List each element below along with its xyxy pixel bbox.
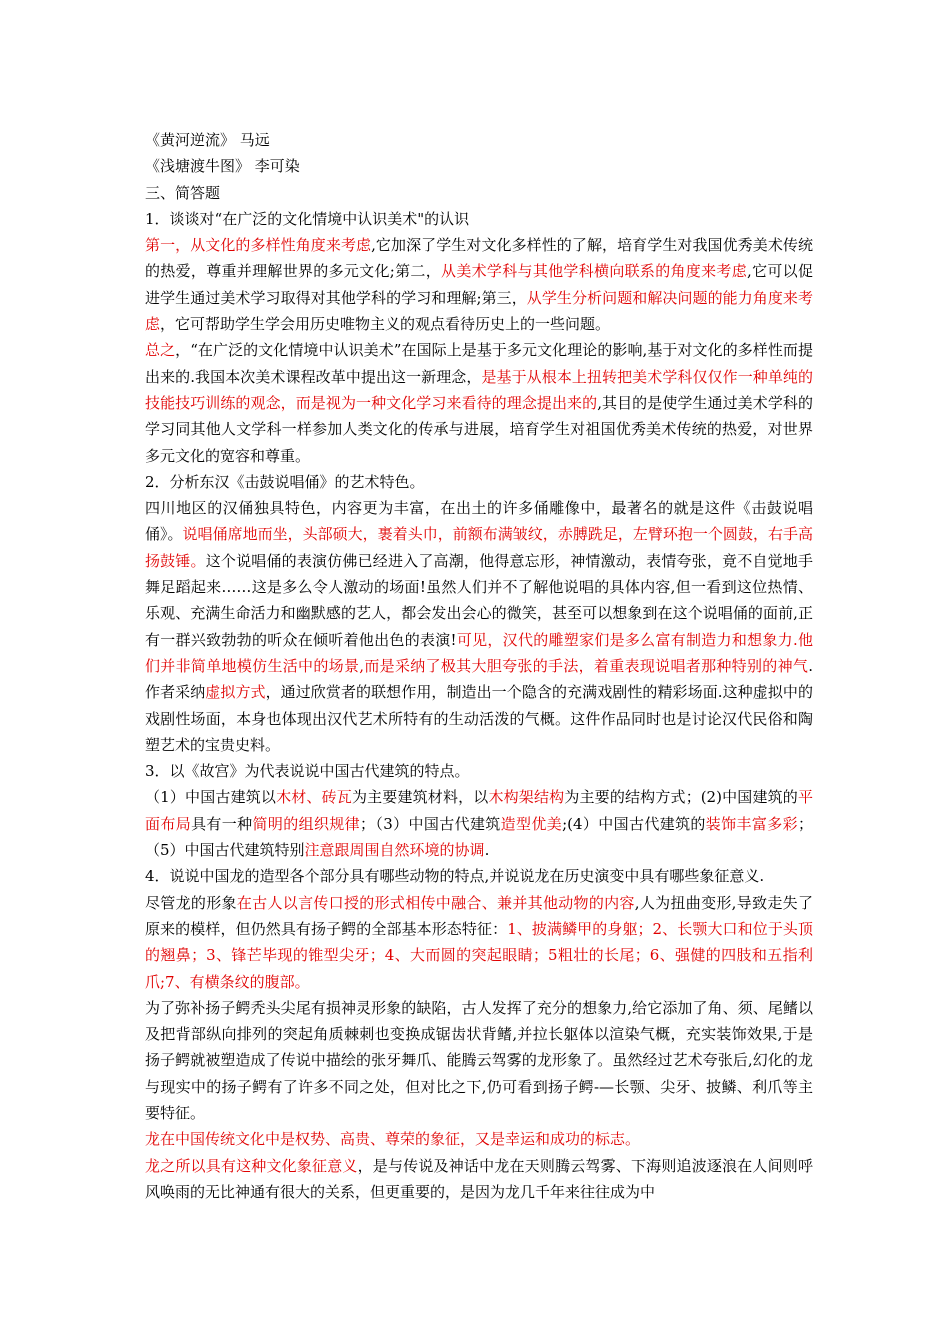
answer-4-paragraph-4: 龙之所以具有这种文化象征意义，是与传说及神话中龙在天则腾云驾雾、下海则追波逐浪在人间则呼风唤雨的无比神通有很大的关系，但更重要的，是因为龙几千年来往往成为中: [145, 1156, 813, 1201]
answer-1-paragraph-2: 总之，“在广泛的文化情境中认识美术”在国际上是基于多元文化理论的影响,基于对文化的多样性而提出来的.我国本次美术课程改革中提出这一新理念，是基于从根本上扭转把美术学科仅仅作一种单纯的技能技巧训练的观念，而是视为一种文化学习来看待的理念提出来的,其目的是使学生通过美术学科的学习同其他人文学科一样参加人类文化的传承与进展，培育学生对祖国优秀美术传统的热爱，对世界多元文化的宽容和尊重。: [145, 341, 813, 465]
section-heading: 三、简答题: [145, 183, 221, 202]
title-line-2: 《浅塘渡牛图》 李可染: [145, 157, 300, 176]
document-page: [145, 127, 813, 1205]
title-line-1: 《黄河逆流》 马远: [145, 131, 270, 149]
answer-1-paragraph-1: 第一，从文化的多样性角度来考虑,它加深了学生对文化多样性的了解，培育学生对我国优秀美术传统的热爱，尊重并理解世界的多元文化;第二，从美术学科与其他学科横向联系的角度来考虑,它可以促进学生通过美术学习取得对其他学科的学习和理解;第三，从学生分析问题和解决问题的能力角度来考虑，它可帮助学生学会用历史唯物主义的观点看待历史上的一些问题。: [145, 236, 813, 334]
answer-4-paragraph-1: 尽管龙的形象在古人以言传口授的形式相传中融合、兼并其他动物的内容,人为扭曲变形,导致走失了原来的模样，但仍然具有扬子鳄的全部基本形态特征：1、披满鳞甲的身躯；2、长颚大口和位于头顶的翘鼻；3、锋芒毕现的锥型尖牙；4、大而圆的突起眼睛；5粗壮的长尾；6、强健的四肢和五指利爪;7、有横条纹的腹部。: [145, 893, 813, 991]
answer-2: 四川地区的汉俑独具特色，内容更为丰富，在出土的许多俑雕像中，最著名的就是这件《击鼓说唱俑》。说唱俑席地而坐，头部硕大，裹着头巾，前额布满皱纹，赤膊跣足，左臂环抱一个圆鼓，右手高扬鼓锤。这个说唱俑的表演仿佛已经进入了高潮，他得意忘形，神情激动，表情夸张，竟不自觉地手舞足蹈起来……这是多么令人激动的场面!虽然人们并不了解他说唱的具体内容,但一看到这位热情、乐观、充满生命活力和幽默感的艺人，都会发出会心的微笑，甚至可以想象到在这个说唱俑的面前,正有一群兴致勃勃的听众在倾听着他出色的表演!可见，汉代的雕塑家们是多么富有制造力和想象力.他们并非简单地模仿生活中的场景,而是采纳了极其大胆夸张的手法，着重表现说唱者那种特别的神气.作者采纳虚拟方式，通过欣赏者的联想作用，制造出一个隐含的充满戏剧性的精彩场面.这种虚拟中的戏剧性场面，本身也体现出汉代艺术所特有的生动活泼的气概。这件作品同时也是讨论汉代民俗和陶塑艺术的宝贵史料。: [145, 499, 813, 754]
answer-4-paragraph-3: 龙在中国传统文化中是权势、高贵、尊荣的象征，又是幸运和成功的标志。: [145, 1130, 641, 1149]
question-1: 1．谈谈对“在广泛的文化情境中认识美术"的认识: [145, 209, 470, 228]
question-3: 3．以《故宫》为代表说说中国古代建筑的特点。: [145, 762, 470, 781]
question-4: 4．说说中国龙的造型各个部分具有哪些动物的特点,并说说龙在历史演变中具有哪些象征意义.: [145, 867, 765, 886]
question-2: 2．分析东汉《击鼓说唱俑》的艺术特色。: [145, 472, 425, 491]
answer-3: （1）中国古建筑以木材、砖瓦为主要建筑材料，以木构架结构为主要的结构方式；(2)中国建筑的平面布局具有一种简明的组织规律；（3）中国古代建筑造型优美;(4）中国古代建筑的装饰丰富多彩；（5）中国古代建筑特别注意跟周围自然环境的协调.: [145, 788, 813, 860]
answer-4-paragraph-2: 为了弥补扬子鳄秃头尖尾有损神灵形象的缺陷，古人发挥了充分的想象力,给它添加了角、须、尾鳍以及把背部纵向排列的突起角质棘刺也变换成锯齿状背鳍,并拉长躯体以渲染气概，充实装饰效果,于是扬子鳄就被塑造成了传说中描绘的张牙舞爪、能腾云驾雾的龙形象了。虽然经过艺术夸张后,幻化的龙与现实中的扬子鳄有了许多不同之处，但对比之下,仍可看到扬子鳄-—长颚、尖牙、披鳞、利爪等主要特征。: [145, 998, 813, 1122]
